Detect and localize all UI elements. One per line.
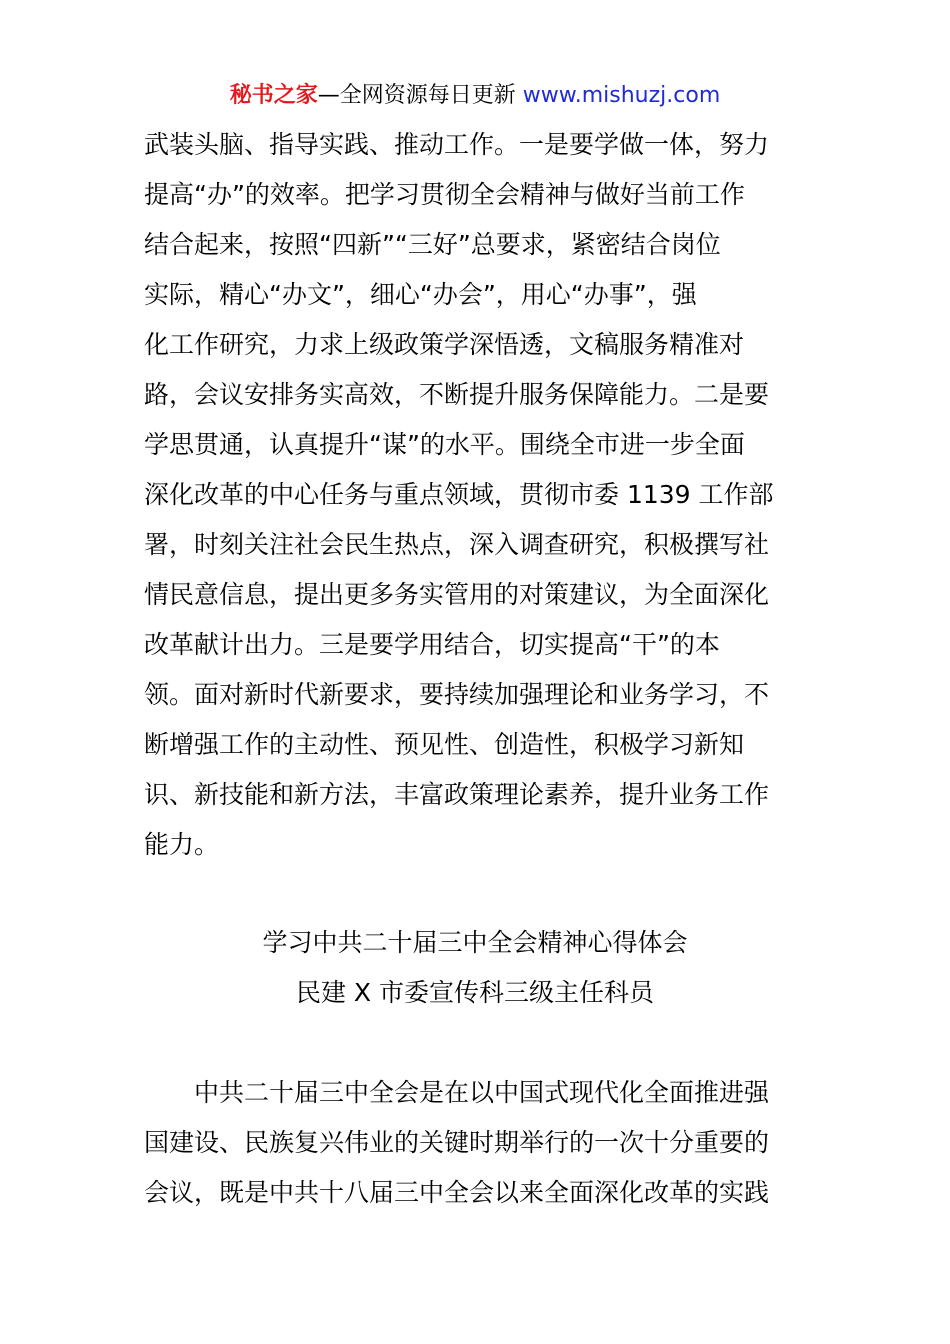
text-line: 路，会议安排务实高效，不断提升服务保障能力。二是要 <box>144 380 770 409</box>
paragraph-continued <box>144 120 808 870</box>
text-line: 领。面对新时代新要求，要持续加强理论和业务学习，不 <box>144 680 770 709</box>
site-header <box>0 80 950 112</box>
article-heading <box>0 918 950 1018</box>
article-author: 民建 X 市委宣传科三级主任科员 <box>295 978 655 1007</box>
text-line: 情民意信息，提出更多务实管用的对策建议，为全面深化 <box>144 580 770 609</box>
text-line: 断增强工作的主动性、预见性、创造性，积极学习新知 <box>144 730 745 759</box>
text-line: 署，时刻关注社会民生热点，深入调查研究，积极撰写社 <box>144 530 770 559</box>
text-line: 深化改革的中心任务与重点领域，贯彻市委 1139 工作部 <box>144 480 774 509</box>
text-line: 结合起来，按照“四新”“三好”总要求，紧密结合岗位 <box>144 230 721 259</box>
site-brand: 秘书之家 <box>229 83 318 108</box>
text-line: 化工作研究，力求上级政策学深悟透，文稿服务精准对 <box>144 330 745 359</box>
text-line: 会议，既是中共十八届三中全会以来全面深化改革的实践 <box>144 1178 770 1207</box>
text-line: 改革献计出力。三是要学用结合，切实提高“干”的本 <box>144 630 720 659</box>
text-line: 中共二十届三中全会是在以中国式现代化全面推进强 <box>194 1078 770 1107</box>
text-line: 识、新技能和新方法，丰富政策理论素养，提升业务工作 <box>144 780 770 809</box>
text-line: 学思贯通，认真提升“谋”的水平。围绕全市进一步全面 <box>144 430 745 459</box>
article-title: 学习中共二十届三中全会精神心得体会 <box>262 928 688 957</box>
text-line: 国建设、民族复兴伟业的关键时期举行的一次十分重要的 <box>144 1128 770 1157</box>
text-line: 提高“办”的效率。把学习贯彻全会精神与做好当前工作 <box>144 180 745 209</box>
text-line: 实际，精心“办文”，细心“办会”，用心“办事”，强 <box>144 280 697 309</box>
site-url-link[interactable]: www.mishuzj.com <box>522 83 721 108</box>
paragraph-opening <box>144 1068 808 1218</box>
text-line: 武装头脑、指导实践、推动工作。一是要学做一体，努力 <box>144 130 770 159</box>
text-line: 能力。 <box>144 830 220 859</box>
site-tagline: —全网资源每日更新 <box>317 83 523 108</box>
